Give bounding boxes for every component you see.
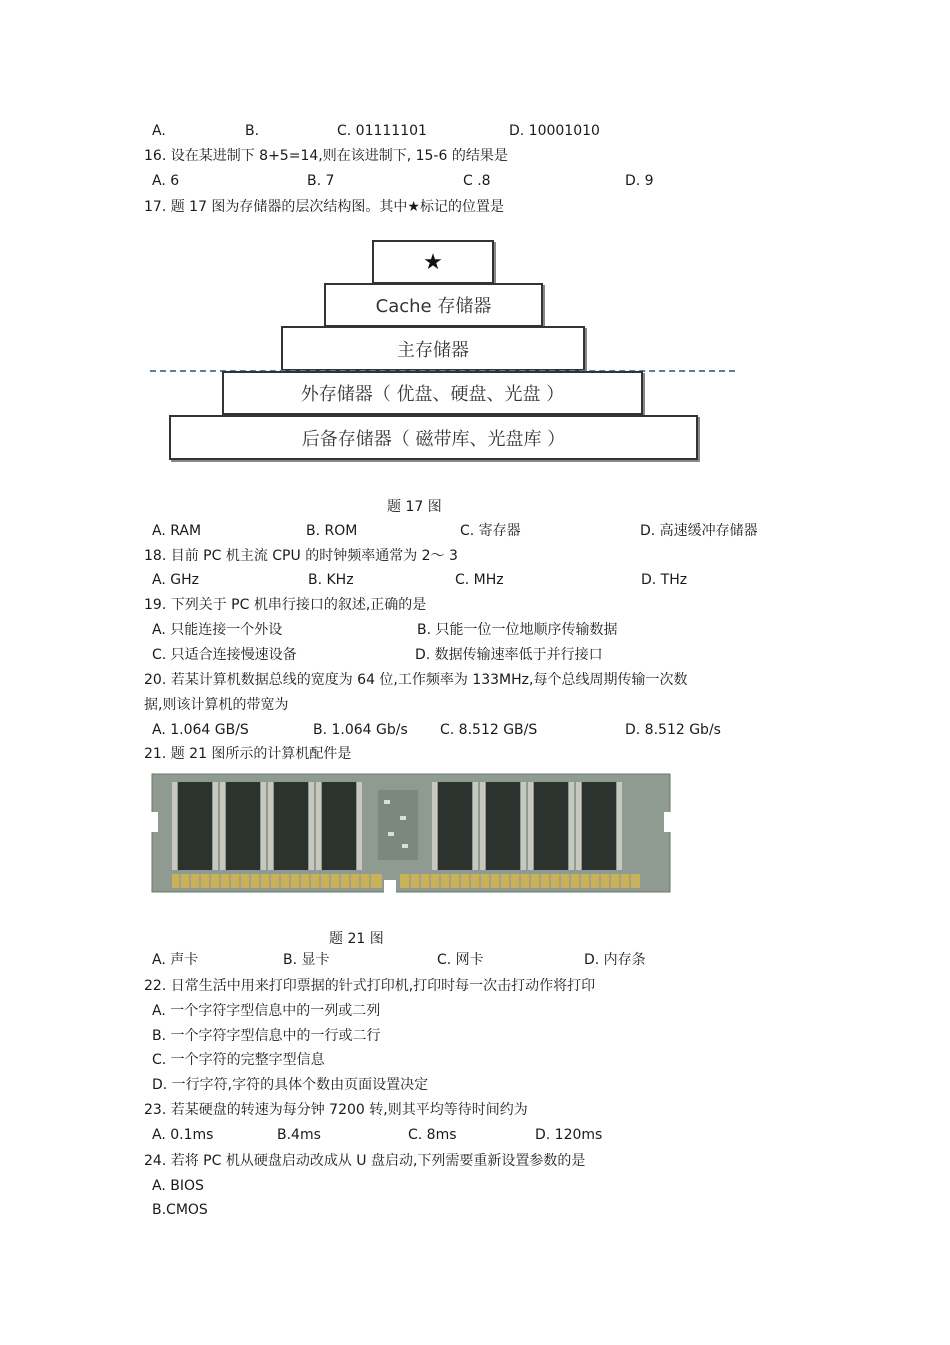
q23-option-b: B.4ms	[277, 1127, 321, 1143]
q23-option-a: A. 0.1ms	[152, 1127, 214, 1143]
pyramid-level-star: ★	[372, 240, 494, 284]
q21-stem: 21. 题 21 图所示的计算机配件是	[144, 746, 352, 762]
q20-option-d: D. 8.512 Gb/s	[625, 722, 721, 738]
q24-option-a: A. BIOS	[152, 1178, 204, 1194]
q20-stem-line1: 20. 若某计算机数据总线的宽度为 64 位,工作频率为 133MHz,每个总线周期传输一次数	[144, 672, 688, 688]
q22-option-b: B. 一个字符字型信息中的一行或二行	[152, 1028, 381, 1044]
pyramid-level-main-memory: 主存储器	[281, 326, 585, 371]
figure-21-caption: 题 21 图	[329, 931, 384, 947]
q22-option-d: D. 一行字符,字符的具体个数由页面设置决定	[152, 1077, 429, 1093]
q16-option-c: C .8	[463, 173, 491, 189]
q23-option-d: D. 120ms	[535, 1127, 603, 1143]
q24-stem: 24. 若将 PC 机从硬盘启动改成从 U 盘启动,下列需要重新设置参数的是	[144, 1153, 586, 1169]
q18-option-c: C. MHz	[455, 572, 504, 588]
q15-option-a: A.	[152, 123, 166, 139]
q15-option-d: D. 10001010	[509, 123, 600, 139]
q20-option-c: C. 8.512 GB/S	[440, 722, 538, 738]
q15-option-b: B.	[245, 123, 260, 139]
pyramid-level-cache: Cache 存储器	[324, 283, 543, 327]
q19-option-c: C. 只适合连接慢速设备	[152, 647, 297, 663]
q21-option-b: B. 显卡	[283, 952, 330, 968]
pyramid-level-backup-storage: 后备存储器（ 磁带库、光盘库 ）	[169, 415, 698, 460]
q19-stem: 19. 下列关于 PC 机串行接口的叙述,正确的是	[144, 597, 427, 613]
q19-option-b: B. 只能一位一位地顺序传输数据	[417, 622, 618, 638]
q21-option-c: C. 网卡	[437, 952, 484, 968]
q18-stem: 18. 目前 PC 机主流 CPU 的时钟频率通常为 2～ 3	[144, 548, 458, 564]
q15-option-c: C. 01111101	[337, 123, 427, 139]
q22-stem: 22. 日常生活中用来打印票据的针式打印机,打印时每一次击打动作将打印	[144, 978, 596, 994]
q18-option-b: B. KHz	[308, 572, 354, 588]
q18-option-a: A. GHz	[152, 572, 199, 588]
figure-17-caption: 题 17 图	[387, 499, 442, 515]
q17-stem: 17. 题 17 图为存储器的层次结构图。其中★标记的位置是	[144, 199, 504, 215]
q22-option-c: C. 一个字符的完整字型信息	[152, 1052, 325, 1068]
q19-option-d: D. 数据传输速率低于并行接口	[415, 647, 603, 663]
q23-stem: 23. 若某硬盘的转速为每分钟 7200 转,则其平均等待时间约为	[144, 1102, 528, 1118]
q20-stem-line2: 据,则该计算机的带宽为	[144, 697, 289, 713]
q24-option-b: B.CMOS	[152, 1202, 208, 1218]
q20-option-b: B. 1.064 Gb/s	[313, 722, 408, 738]
q16-option-b: B. 7	[307, 173, 335, 189]
q17-option-c: C. 寄存器	[460, 523, 521, 539]
q21-option-d: D. 内存条	[584, 952, 646, 968]
q17-option-d: D. 高速缓冲存储器	[640, 523, 758, 539]
ram-module-image	[150, 770, 672, 898]
q17-option-a: A. RAM	[152, 523, 202, 539]
q17-option-b: B. ROM	[306, 523, 358, 539]
q22-option-a: A. 一个字符字型信息中的一列或二列	[152, 1003, 381, 1019]
q16-option-d: D. 9	[625, 173, 654, 189]
q18-option-d: D. THz	[641, 572, 688, 588]
q23-option-c: C. 8ms	[408, 1127, 457, 1143]
q20-option-a: A. 1.064 GB/S	[152, 722, 249, 738]
q16-stem: 16. 设在某进制下 8+5=14,则在该进制下, 15-6 的结果是	[144, 148, 508, 164]
q16-option-a: A. 6	[152, 173, 180, 189]
pyramid-level-external-storage: 外存储器（ 优盘、硬盘、光盘 ）	[222, 371, 643, 415]
q19-option-a: A. 只能连接一个外设	[152, 622, 283, 638]
q21-option-a: A. 声卡	[152, 952, 199, 968]
